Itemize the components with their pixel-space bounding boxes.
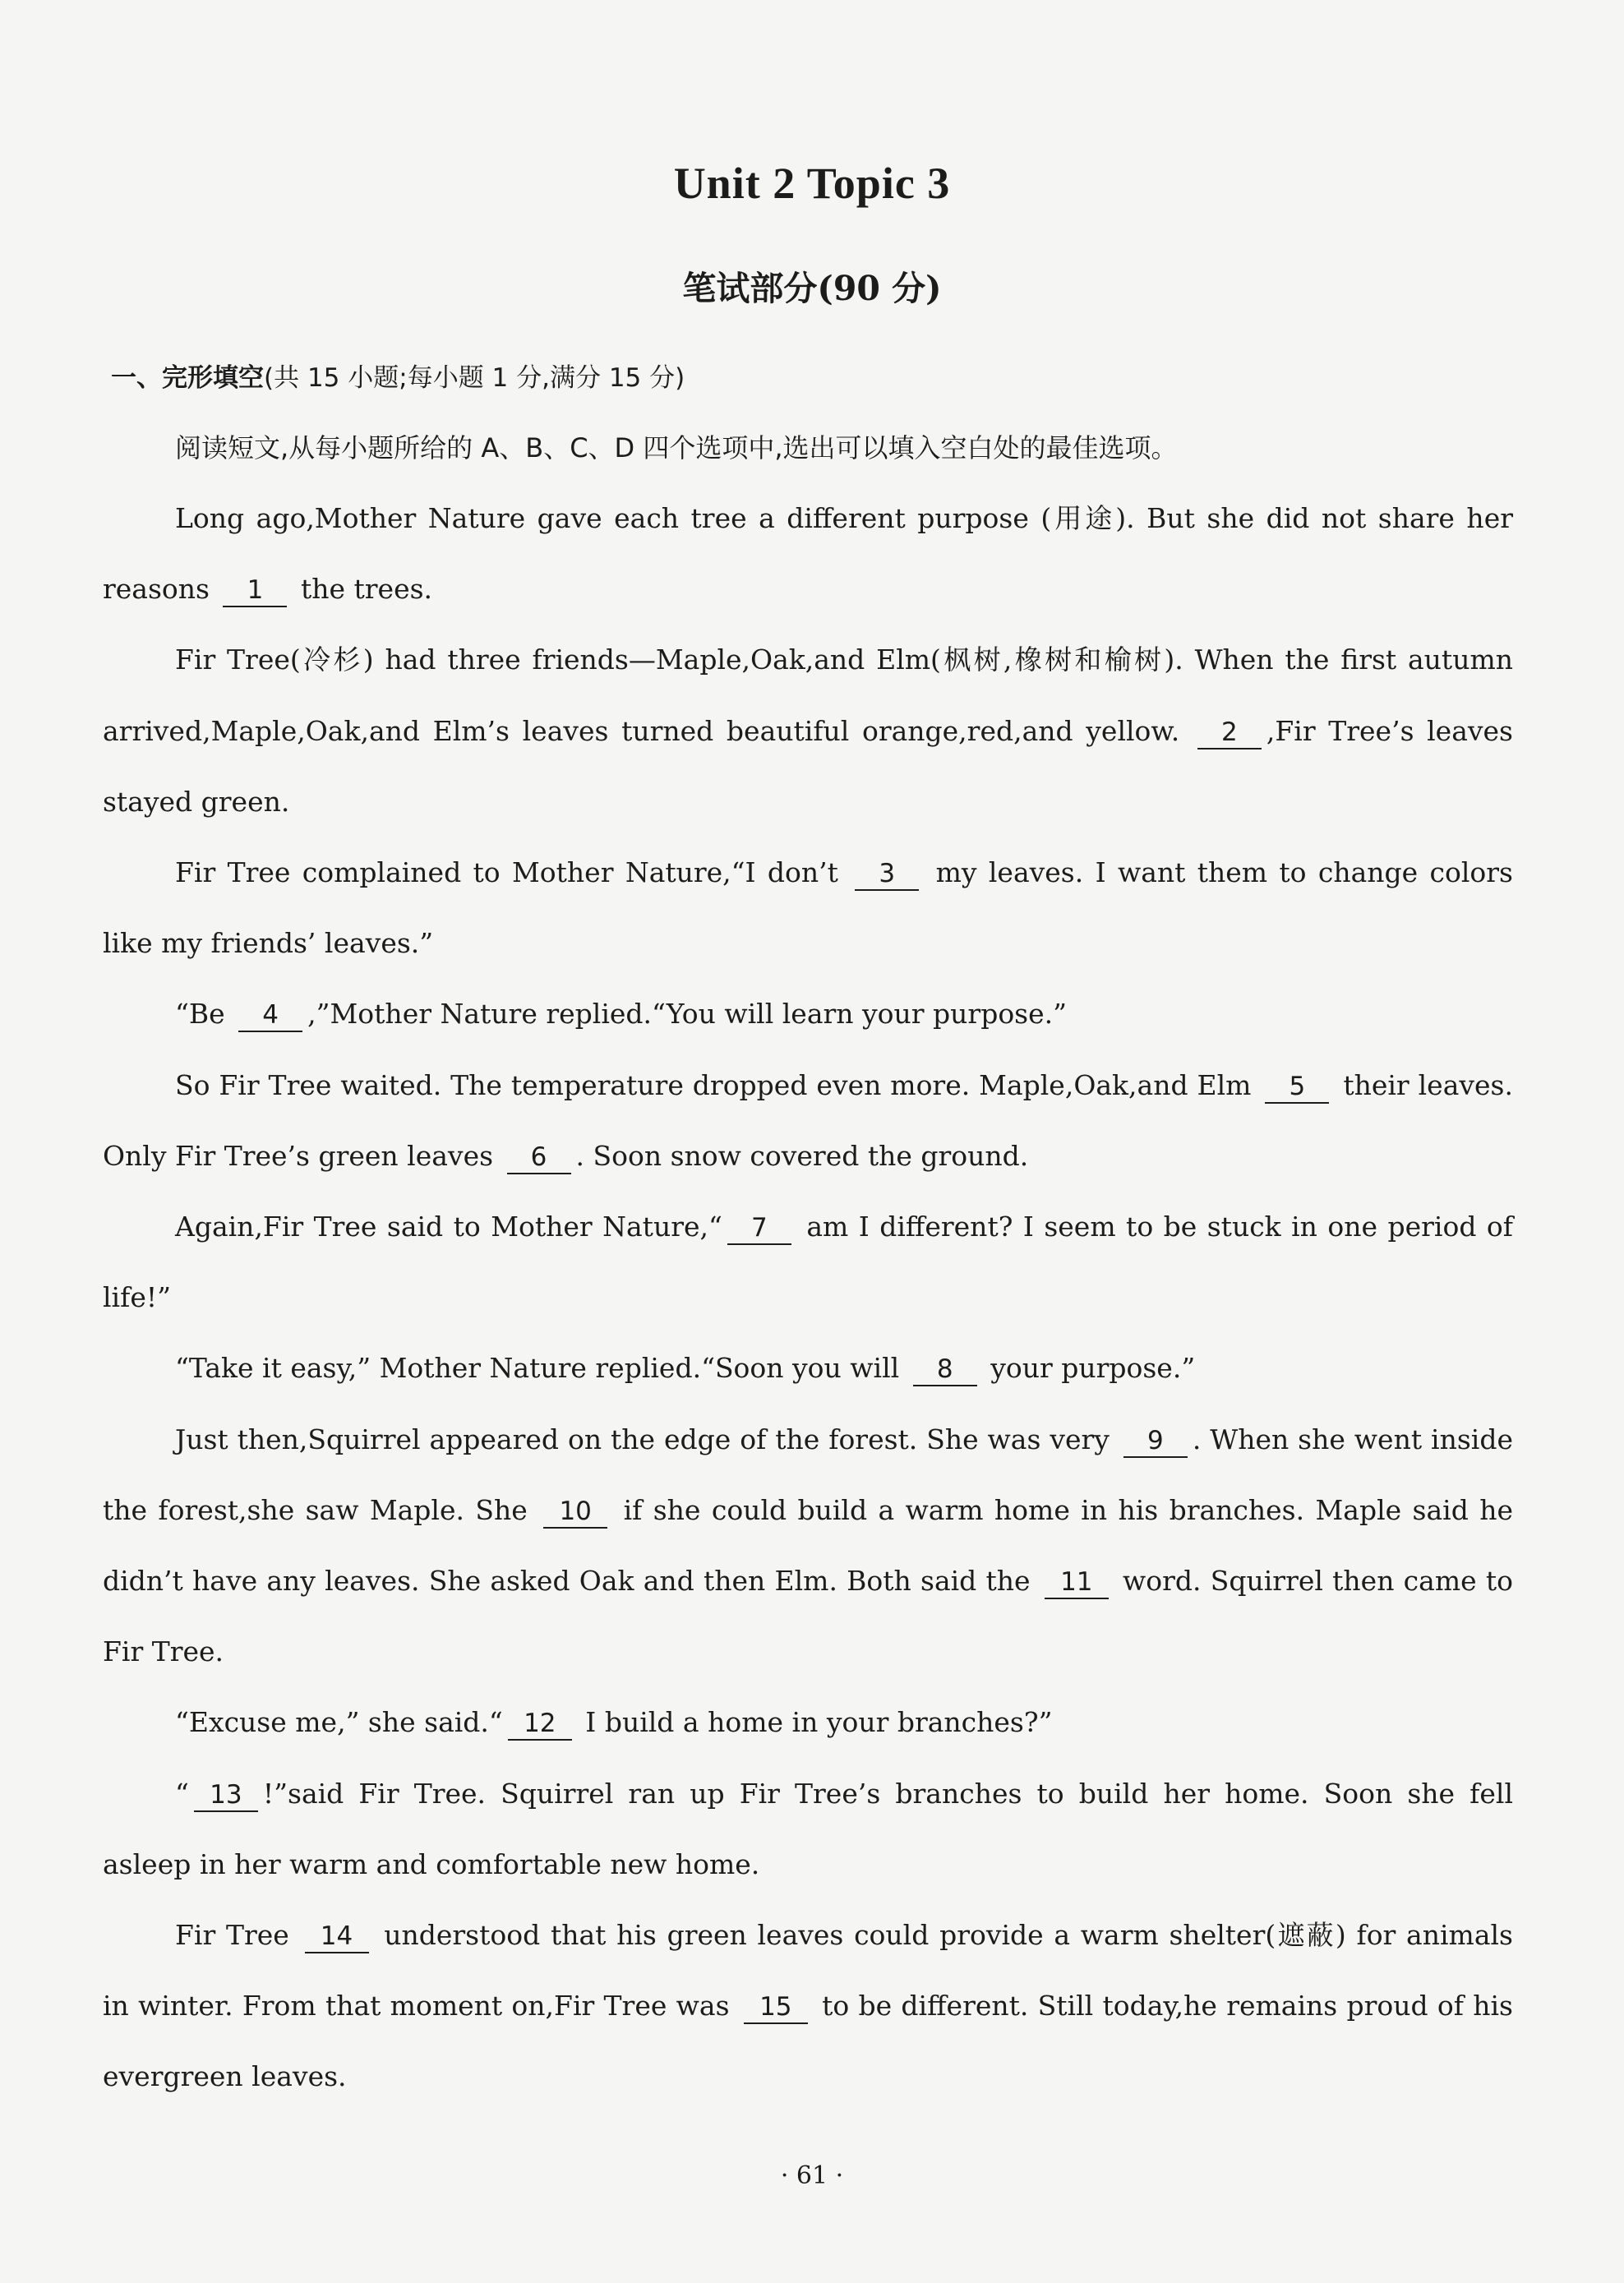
paragraph-5 <box>103 1050 1513 1192</box>
blank-3: 3 <box>855 858 919 891</box>
paragraph-11 <box>103 1900 1513 2113</box>
section-instruction: 阅读短文,从每小题所给的 A、B、C、D 四个选项中,选出可以填入空白处的最佳选项。 <box>175 432 1178 464</box>
blank-15: 15 <box>744 1991 808 2024</box>
blank-10: 10 <box>543 1496 607 1529</box>
text-span: Fir Tree complained to Mother Nature,“I don’t <box>175 856 838 889</box>
page-number: · 61 · <box>780 2161 844 2190</box>
text-span: ,”Mother Nature replied.“You will learn your purpose.” <box>307 998 1068 1031</box>
page-title: Unit 2 Topic 3 <box>673 159 951 208</box>
text-span: Again,Fir Tree said to Mother Nature,“ <box>175 1211 722 1243</box>
blank-9: 9 <box>1123 1425 1188 1458</box>
section-name: 完形填空 <box>162 363 264 393</box>
blank-14: 14 <box>305 1921 369 1953</box>
text-span: Just then,Squirrel appeared on the edge of the forest. She was very <box>175 1423 1110 1455</box>
paragraph-9 <box>103 1687 1513 1758</box>
section-number: 一、 <box>111 363 162 393</box>
blank-11: 11 <box>1045 1566 1109 1599</box>
text-span: understood that his green leaves could provide a warm shelter(遮蔽) for animals in winter. From that moment on,Fir Tree was <box>103 1919 1513 2022</box>
text-span: if she could build a warm home in his branches. Maple said he didn’t have any leaves. She asked Oak and then Elm. Both said the <box>103 1493 1513 1598</box>
paragraph-6 <box>103 1192 1513 1333</box>
text-span: am I different? I seem to be stuck in one period of life!” <box>103 1211 1513 1314</box>
paragraph-3 <box>103 837 1513 979</box>
paragraph-8 <box>103 1404 1513 1688</box>
blank-2: 2 <box>1197 717 1262 749</box>
section-detail: (共 15 小题;每小题 1 分,满分 15 分) <box>264 363 685 393</box>
text-span: “Take it easy,” Mother Nature replied.“Soon you will <box>175 1352 900 1385</box>
blank-8: 8 <box>913 1354 977 1386</box>
text-span: . Soon snow covered the ground. <box>575 1139 1029 1172</box>
text-span: Fir Tree <box>175 1919 289 1952</box>
text-span: !”said Fir Tree. Squirrel ran up Fir Tree’s branches to build her home. Soon she fell asleep in her warm and comfortable new home. <box>103 1777 1513 1880</box>
paragraph-4 <box>103 979 1513 1049</box>
text-span: Long ago,Mother Nature gave each tree a different purpose (用途). But she did not share her reasons <box>103 502 1513 606</box>
text-span: So Fir Tree waited. The temperature dropped even more. Maple,Oak,and Elm <box>175 1068 1252 1101</box>
paragraph-7 <box>103 1333 1513 1404</box>
blank-1: 1 <box>223 574 287 607</box>
blank-4: 4 <box>238 999 302 1032</box>
text-span: their leaves. Only Fir Tree’s green leaves <box>103 1068 1513 1172</box>
text-span: “Excuse me,” she said.“ <box>175 1706 503 1739</box>
paragraph-2 <box>103 625 1513 837</box>
blank-6: 6 <box>507 1142 571 1174</box>
blank-7: 7 <box>727 1212 791 1245</box>
text-span: ,Fir Tree’s leaves stayed green. <box>103 714 1513 818</box>
section-heading <box>111 344 1513 413</box>
text-span: . When she went inside the forest,she saw Maple. She <box>103 1423 1513 1526</box>
text-span: word. Squirrel then came to Fir Tree. <box>103 1565 1514 1668</box>
blank-12: 12 <box>508 1708 572 1741</box>
blank-5: 5 <box>1265 1071 1329 1104</box>
paragraph-1 <box>103 483 1513 625</box>
text-span: I build a home in your branches?” <box>585 1706 1053 1739</box>
text-span: your purpose.” <box>990 1352 1196 1385</box>
text-span: “ <box>175 1777 189 1810</box>
text-span: Fir Tree(冷杉) had three friends—Maple,Oak,and Elm(枫树,橡树和榆树). When the first autumn arrived,Maple,Oak,and Elm’s leaves turned beautiful orange,red,and yellow. <box>103 643 1513 747</box>
cloze-section <box>103 344 1513 2113</box>
text-span: “Be <box>175 998 225 1031</box>
text-span: the trees. <box>300 573 433 606</box>
text-span: to be different. Still today,he remains proud of his evergreen leaves. <box>103 1990 1513 2093</box>
text-span: my leaves. I want them to change colors like my friends’ leaves.” <box>103 856 1513 960</box>
page-subtitle: 笔试部分(90 分) <box>682 269 942 308</box>
paragraph-10 <box>103 1759 1513 1900</box>
blank-13: 13 <box>194 1779 258 1812</box>
